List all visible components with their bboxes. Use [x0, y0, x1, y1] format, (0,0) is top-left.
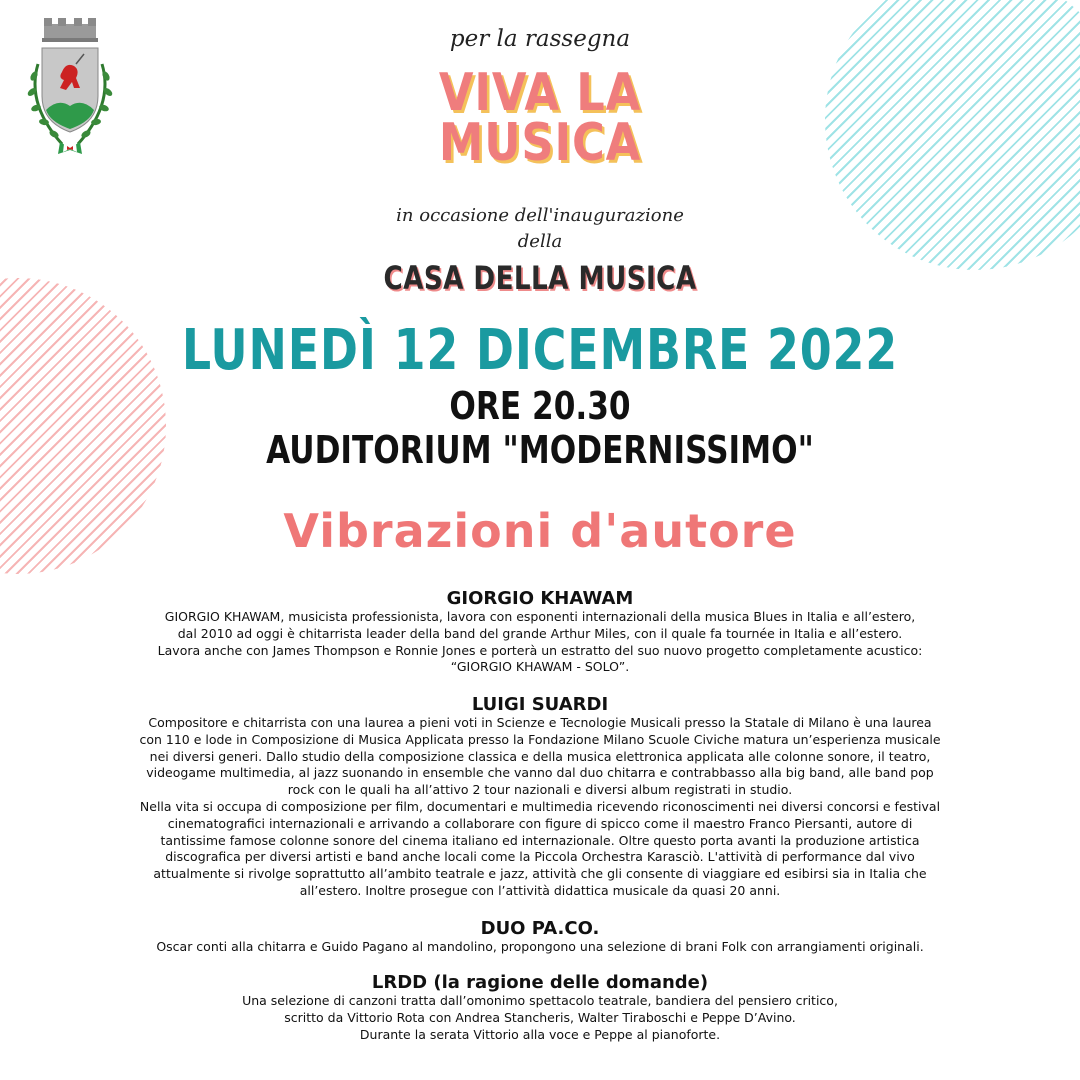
bio-line: scritto da Vittorio Rota con Andrea Stancheris, Walter Tiraboschi e Peppe D’Avino.: [284, 1009, 796, 1025]
performer-bio: [90, 715, 990, 900]
festival-title: [76, 63, 1005, 173]
bio-line: cinematografici internazionali e arrivando a collaborare con figure di spicco come il maestro Franco Piersanti, autore di: [167, 815, 913, 831]
bio-line: Oscar conti alla chitarra e Guido Pagano al mandolino, propongono una selezione di brani Folk con arrangiamenti originali.: [156, 939, 924, 954]
event-time: ORE 20.30: [449, 384, 631, 428]
performer-bio: [90, 939, 990, 956]
bio-line: “GIORGIO KHAWAM - SOLO”.: [450, 659, 630, 675]
bio-line: GIORGIO KHAWAM, musicista professionista, lavora con esponenti internazionali della musica Blues in Italia e all’estero,: [164, 609, 916, 624]
performer-bio: [90, 609, 990, 676]
bio-line: Durante la serata Vittorio alla voce e Peppe al pianoforte.: [359, 1026, 721, 1042]
performer-bio: [90, 993, 990, 1043]
bio-line: videogame multimedia, al jazz suonando in ensemble che vanno dal duo chitarra e contrabbasso alla big band, alle band pop: [146, 765, 934, 781]
bio-line: Una selezione di canzoni tratta dall’omonimo spettacolo teatrale, bandiera del pensiero critico,: [242, 993, 838, 1008]
event-date: LUNEDÌ 12 DICEMBRE 2022: [181, 318, 899, 383]
event-title: Vibrazioni d'autore: [283, 504, 797, 558]
bio-line: attualmente si rivolge soprattutto all’ambito teatrale e jazz, attività che gli consente di viaggiare ed esibirsi sia in Italia che: [153, 866, 927, 882]
bio-line: tantissime famose colonne sonore del cinema italiano ed internazionale. Oltre questo porta avanti la produzione artistica: [160, 832, 920, 848]
bio-line: all’estero. Inoltre prosegue con l’attività didattica musicale da quasi 20 anni.: [299, 882, 781, 898]
bio-line: Lavora anche con James Thompson e Ronnie Jones e porterà un estratto del suo nuovo progetto completamente acustico:: [157, 642, 923, 658]
event-location: AUDITORIUM "MODERNISSIMO": [266, 428, 814, 472]
occasion-line2: della: [517, 231, 563, 252]
occasion-line1: in occasione dell'inaugurazione: [396, 205, 684, 226]
venue-name: CASA DELLA MUSICA: [383, 259, 697, 297]
occasion-text: [0, 203, 1080, 255]
performer-name: DUO PA.CO.: [480, 918, 600, 939]
festival-title-line2: MUSICA: [438, 113, 642, 173]
bio-line: con 110 e lode in Composizione di Musica Applicata presso la Fondazione Milano Scuole Civiche matura un’esperienza musicale: [139, 731, 941, 747]
bio-line: nei diversi generi. Dallo studio della composizione classica e della musica elettronica applicata alle colonne sonore, il teatro,: [149, 748, 931, 764]
bio-line: dal 2010 ad oggi è chitarrista leader della band del grande Arthur Miles, con il quale fa tournée in Italia e all’estero.: [177, 625, 903, 641]
bio-line: discografica per diversi artisti e band anche locali come la Piccola Orchestra Karasciò. L'attività di performance dal vivo: [165, 849, 915, 865]
festival-title-line1: VIVA LA: [438, 63, 642, 123]
bio-line: Nella vita si occupa di composizione per film, documentari e multimedia ricevendo riconoscimenti nei diversi concorsi e festival: [139, 798, 941, 814]
performer-section-khawam: [90, 588, 990, 676]
performer-name: LUIGI SUARDI: [471, 694, 609, 715]
performer-section-suardi: [90, 694, 990, 900]
performer-name: LRDD (la ragione delle domande): [371, 972, 709, 993]
bio-line: rock con le quali ha all’attivo 2 tour nazionali e diversi album registrati in studio.: [287, 782, 793, 798]
performer-section-duo-paco: [90, 918, 990, 956]
performer-name: GIORGIO KHAWAM: [446, 588, 634, 609]
intro-text: per la rassegna: [449, 26, 631, 52]
performer-section-lrdd: [90, 972, 990, 1043]
bio-line: Compositore e chitarrista con una laurea a pieni voti in Scienze e Tecnologie Musicali presso la Statale di Milano è una laurea: [148, 715, 932, 730]
